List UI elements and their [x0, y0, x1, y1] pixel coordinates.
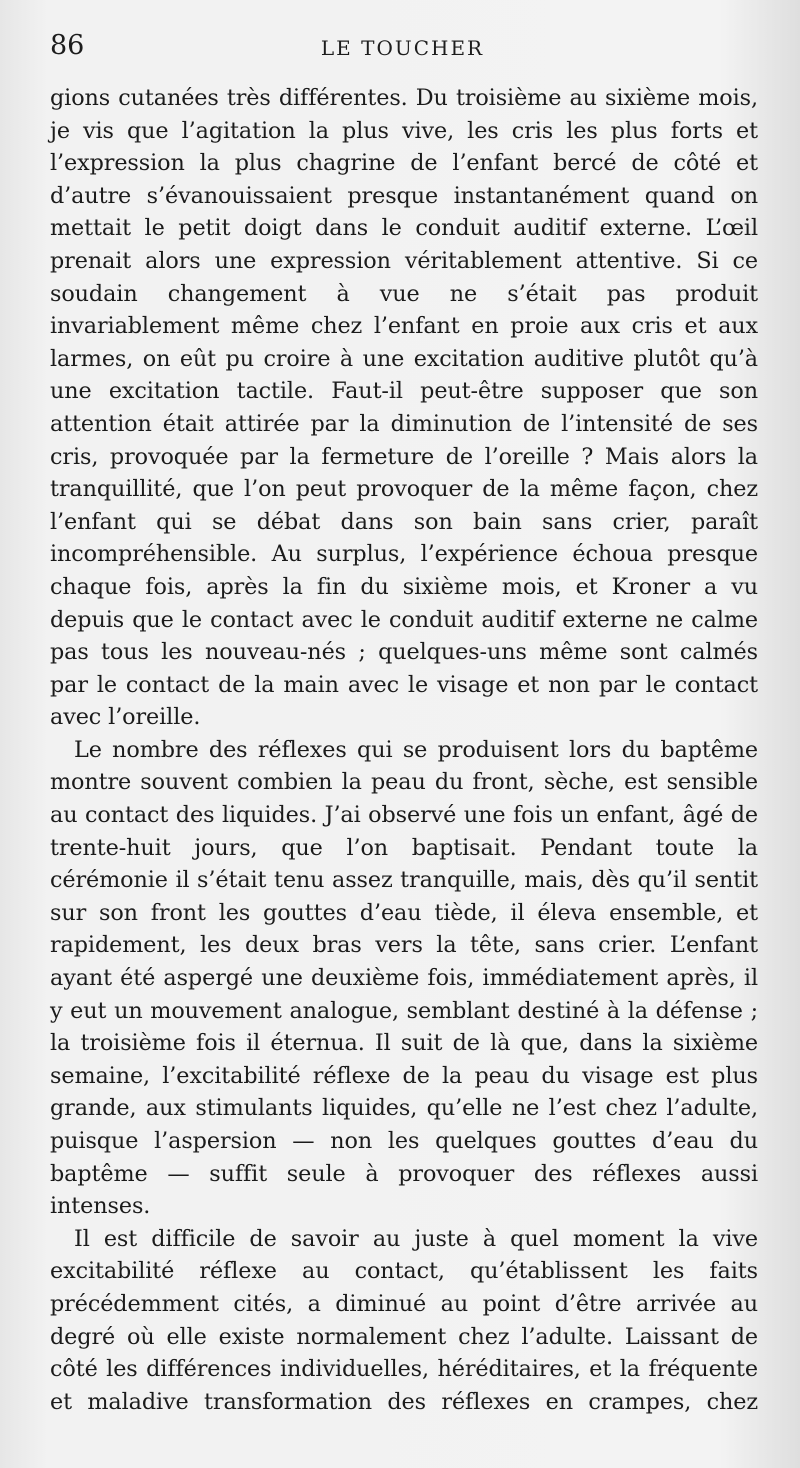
paragraph-continuation: gions cutanées très différentes. Du troisième au sixième mois, je vis que l’agitation la plus vive, les cris les plus forts et l’expression la plus chagrine de l’enfant bercé de côté et d’autre s’évanouissaient presque instantanément quand on mettait le petit doigt dans le conduit auditif externe. L’œil prenait alors une expression véritablement attentive. Si ce soudain changement à vue ne s’était pas produit invariablement même chez l’enfant en proie aux cris et aux larmes, on eût pu croire à une excitation auditive plutôt qu’à une excitation tactile. Faut-il peut-être supposer que son attention était attirée par la diminution de l’intensité de ses cris, provoquée par la fermeture de l’oreille ? Mais alors la tranquillité, que l’on peut provoquer de la même façon, chez l’enfant qui se débat dans son bain sans crier, paraît incompréhensible. Au surplus, l’expérience échoua presque chaque fois, après la fin du sixième mois, et Kroner a vu depuis que le contact avec le conduit auditif externe ne calme pas tous les nouveau-nés ; quelques-uns même sont calmés par le contact de la main avec le visage et non par le contact avec l’oreille.	[50, 85, 758, 731]
page-number: 86	[50, 30, 85, 61]
paragraph-baptism: Le nombre des réflexes qui se produisent lors du baptême montre souvent combien la peau du front, sèche, est sensible au contact des liquides. J’ai observé une fois un enfant, âgé de trente-huit jours, que l’on baptisait. Pendant toute la cérémonie il s’était tenu assez tranquille, mais, dès qu’il sentit sur son front les gouttes d’eau tiède, il éleva ensemble, et rapidement, les deux bras vers la tête, sans crier. L’enfant ayant été aspergé une deuxième fois, immédiatement après, il y eut un mouvement analogue, semblant destiné à la défense ; la troisième fois il éternua. Il suit de là que, dans la sixième semaine, l’excitabilité réflexe de la peau du visage est plus grande, aux stimulants liquides, qu’elle ne l’est chez l’adulte, puisque l’aspersion — non les quelques gouttes d’eau du baptême — suffit seule à provoquer des réflexes aussi intenses.	[50, 736, 758, 1220]
running-head: LE TOUCHER	[320, 36, 485, 60]
paragraph-excitability: Il est difficile de savoir au juste à quel moment la vive excitabilité réflexe au contact, qu’établissent les faits précédemment cités, a diminué au point d’être arrivée au degré où elle existe normalement chez l’adulte. Laissant de côté les différences individuelles, héréditaires, et la fréquente et maladive transformation des réflexes en crampes, chez	[50, 1225, 758, 1415]
body-text	[50, 82, 758, 1418]
page-header	[50, 30, 755, 70]
